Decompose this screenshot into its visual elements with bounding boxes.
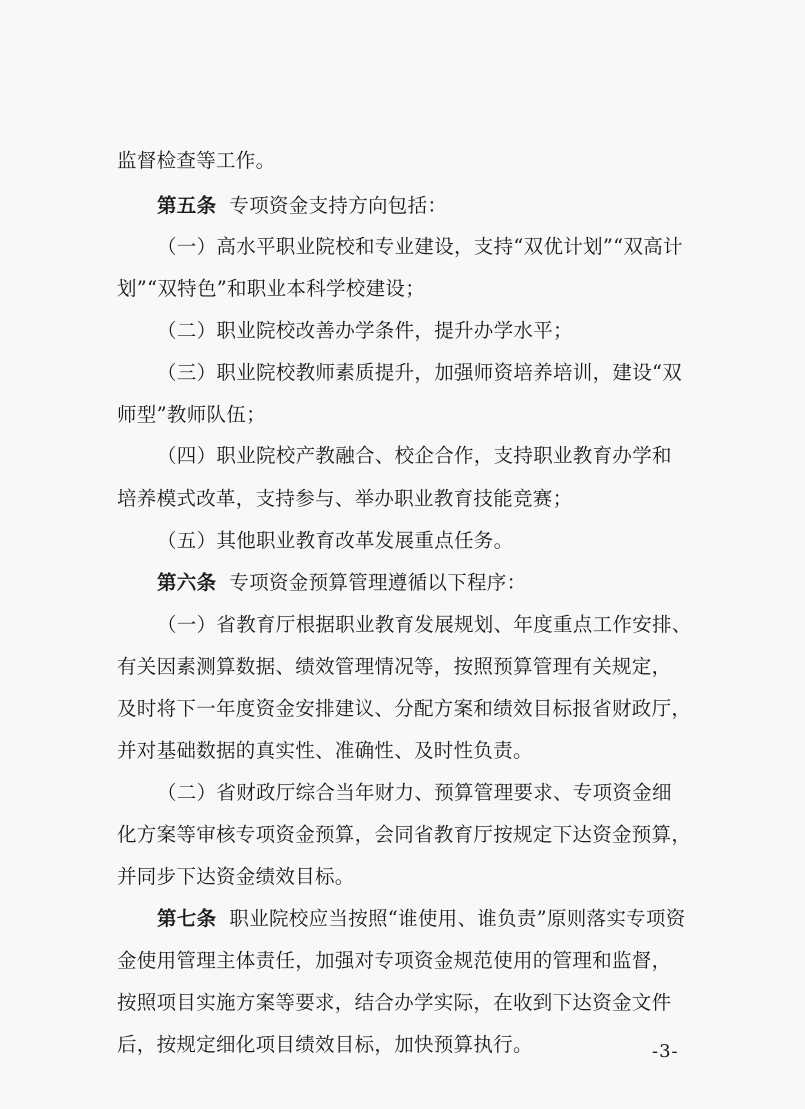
article-heading: 第六条	[157, 571, 217, 594]
paragraph-line: 划”“双特色”和职业本科学校建设；	[117, 277, 426, 300]
article-heading: 第五条	[157, 194, 217, 217]
paragraph-line: 后，按规定细化项目绩效目标，加快预算执行。	[117, 1033, 533, 1056]
paragraph-line: 培养模式改革，支持参与、举办职业教育技能竞赛；	[117, 487, 573, 510]
paragraph-line: （五）其他职业教育改革发展重点任务。	[157, 529, 514, 552]
paragraph-line: （一）高水平职业院校和专业建设，支持“双优计划”“双高计	[157, 235, 683, 258]
article-6-line	[157, 570, 697, 596]
paragraph-line: 金使用管理主体责任，加强对专项资金规范使用的管理和监督，	[117, 949, 672, 972]
page-number: -3-	[652, 1041, 679, 1062]
paragraph-line: （一）省教育厅根据职业教育发展规划、年度重点工作安排、	[157, 613, 692, 636]
paragraph-line: 监督检查等工作。	[117, 149, 276, 172]
article-text: 专项资金预算管理遵循以下程序：	[229, 571, 527, 594]
article-text: 专项资金支持方向包括：	[229, 194, 448, 217]
article-heading: 第七条	[157, 907, 217, 930]
paragraph-line: 师型”教师队伍；	[117, 403, 266, 426]
article-text: 职业院校应当按照“谁使用、谁负责”原则落实专项资	[229, 907, 686, 930]
article-7-line	[157, 906, 697, 932]
paragraph-line: （四）职业院校产教融合、校企合作，支持职业教育办学和	[157, 444, 672, 467]
article-5-line	[157, 193, 697, 219]
paragraph-line: 有关因素测算数据、绩效管理情况等，按照预算管理有关规定，	[117, 655, 672, 678]
paragraph-line: 并同步下达资金绩效目标。	[117, 865, 355, 888]
paragraph-line: （二）职业院校改善办学条件，提升办学水平；	[157, 319, 573, 342]
paragraph-line: 及时将下一年度资金安排建议、分配方案和绩效目标报省财政厅，	[117, 697, 692, 720]
paragraph-line: （二）省财政厅综合当年财力、预算管理要求、专项资金细	[157, 781, 672, 804]
paragraph-line: 化方案等审核专项资金预算，会同省教育厅按规定下达资金预算，	[117, 823, 692, 846]
paragraph-line: 按照项目实施方案等要求，结合办学实际，在收到下达资金文件	[117, 991, 672, 1014]
paragraph-line: （三）职业院校教师素质提升，加强师资培养培训，建设“双	[157, 361, 683, 384]
paragraph-line: 并对基础数据的真实性、准确性、及时性负责。	[117, 739, 533, 762]
